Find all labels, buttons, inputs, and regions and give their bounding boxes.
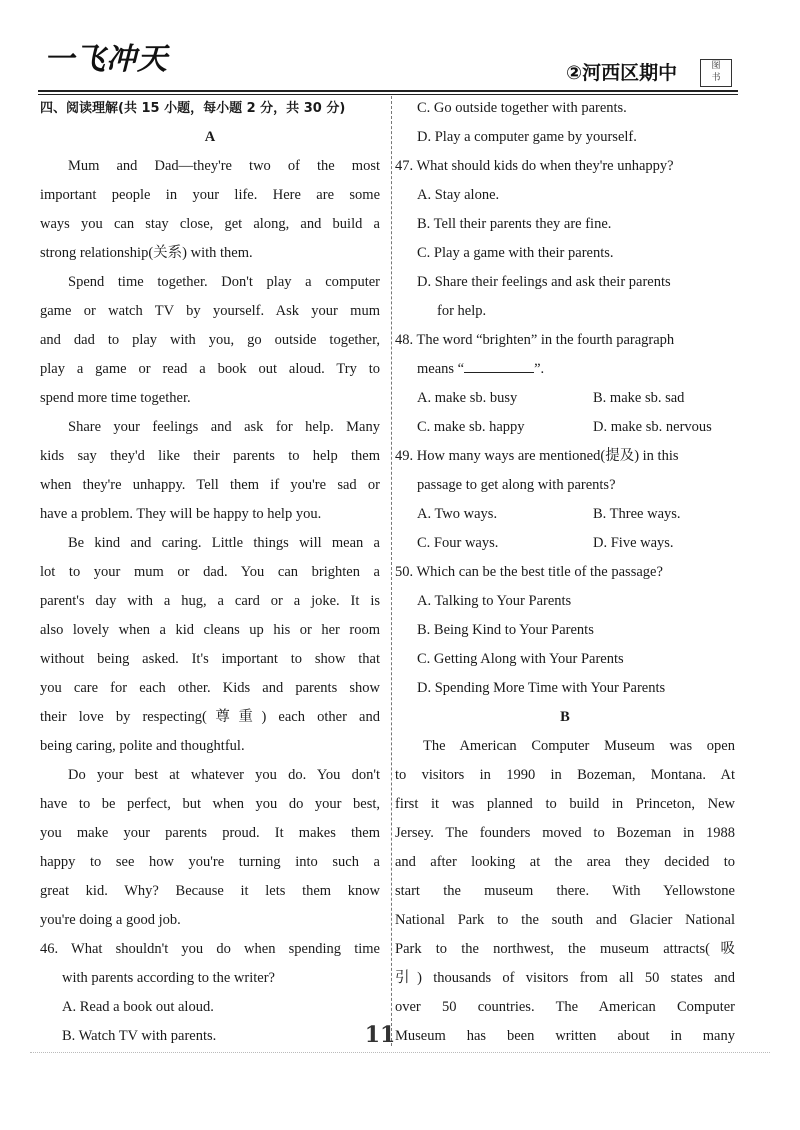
passage-b-line: and after looking at the area they decided to	[395, 854, 735, 870]
passage-a-line: when they're unhappy. Tell them if you're sad or	[40, 477, 380, 493]
passage-a-line: Spend time together. Don't play a computer	[68, 274, 380, 290]
passage-a-line: parent's day with a hug, a card or a joke. It is	[40, 593, 380, 609]
q47-option-a: A. Stay alone.	[417, 187, 500, 203]
passage-a-line: being caring, polite and thoughtful.	[40, 738, 245, 754]
stamp-line-2: 书	[711, 73, 721, 83]
q47-option-c: C. Play a game with their parents.	[417, 245, 614, 261]
q50-option-d: D. Spending More Time with Your Parents	[417, 680, 666, 696]
passage-a-line: and dad to play with you, go outside together,	[40, 332, 380, 348]
passage-a-line: Mum and Dad—they're two of the most	[68, 158, 380, 174]
left-column	[40, 94, 380, 1051]
passage-a-line: also lovely when a kid cleans up his or her room	[40, 622, 380, 638]
passage-a-label: A	[204, 129, 216, 145]
passage-a-line: have a problem. They will be happy to help you.	[40, 506, 322, 522]
passage-a-line: important people in your life. Here are some	[40, 187, 380, 203]
q50-stem: 50. Which can be the best title of the passage?	[395, 564, 663, 580]
q48-option-c: C. make sb. happy	[417, 419, 525, 435]
passage-a-line: strong relationship(关系) with them.	[40, 245, 253, 261]
passage-b-line: first it was planned to build in Princeton, New	[395, 796, 735, 812]
q48-stem-cont	[395, 355, 735, 384]
q47-option-d-cont: for help.	[437, 303, 487, 319]
passage-a-line: lot to your mum or dad. You can brighten a	[40, 564, 380, 580]
q48-stem: 48. The word “brighten” in the fourth paragraph	[395, 332, 675, 348]
passage-a-line: without being asked. It's important to show that	[40, 651, 380, 667]
passage-b-line: start the museum there. With Yellowstone	[395, 883, 735, 899]
stamp	[700, 59, 732, 87]
passage-a-line: Share your feelings and ask for help. Many	[68, 419, 380, 435]
passage-a-line: have to be perfect, but when you do your best,	[40, 796, 380, 812]
q46-option-c: C. Go outside together with parents.	[417, 100, 627, 116]
q49-stem-cont: passage to get along with parents?	[417, 477, 616, 493]
q50-option-b: B. Being Kind to Your Parents	[417, 622, 594, 638]
passage-b-line: Jersey. The founders moved to Bozeman in 1988	[395, 825, 735, 841]
passage-b-line: Museum has been written about in many	[395, 1028, 735, 1044]
q47-option-d: D. Share their feelings and ask their parents	[417, 274, 671, 290]
q46-option-d: D. Play a computer game by yourself.	[417, 129, 637, 145]
passage-b-label: B	[560, 709, 570, 725]
passage-a-line: ways you can stay close, get along, and build a	[40, 216, 380, 232]
passage-a-line: you care for each other. Kids and parents show	[40, 680, 380, 696]
q48-stem-end: ”.	[534, 361, 545, 377]
q50-option-c: C. Getting Along with Your Parents	[417, 651, 624, 667]
passage-b-line: Park to the northwest, the museum attracts(吸	[395, 941, 735, 957]
brand-title: 一飞冲天	[44, 42, 168, 77]
passage-a-line: you make your parents proud. It makes them	[40, 825, 380, 841]
header-rule	[38, 90, 738, 92]
q47-option-b: B. Tell their parents they are fine.	[417, 216, 612, 232]
footer-rule	[30, 1052, 770, 1053]
q49-option-a: A. Two ways.	[417, 506, 498, 522]
passage-a-line: game or watch TV by yourself. Ask your mum	[40, 303, 380, 319]
column-divider	[391, 96, 392, 1046]
passage-b-line: 引) thousands of visitors from all 50 states and	[395, 970, 735, 986]
q48-options-row-1	[395, 384, 735, 413]
q48-option-d: D. make sb. nervous	[593, 419, 712, 435]
q48-means: means “	[417, 361, 465, 377]
passage-a-line: great kid. Why? Because it lets them know	[40, 883, 380, 899]
passage-a-line: kids say they'd like their parents to help them	[40, 448, 380, 464]
right-column	[395, 94, 735, 1051]
q49-options-row-2	[395, 529, 735, 558]
exam-label: ②河西区期中	[566, 62, 678, 84]
q46-option-a: A. Read a book out aloud.	[62, 999, 214, 1015]
q49-options-row-1	[395, 500, 735, 529]
passage-a-line: Be kind and caring. Little things will mean a	[68, 535, 380, 551]
q46-option-b: B. Watch TV with parents.	[62, 1028, 217, 1044]
page-number: 11	[364, 1022, 396, 1048]
q48-option-b: B. make sb. sad	[593, 390, 685, 406]
passage-b-line: National Park to the south and Glacier National	[395, 912, 735, 928]
q49-option-c: C. Four ways.	[417, 535, 499, 551]
passage-b-line: over 50 countries. The American Computer	[395, 999, 735, 1015]
q49-option-d: D. Five ways.	[593, 535, 674, 551]
passage-b-line: The American Computer Museum was open	[423, 738, 735, 754]
passage-a-line: spend more time together.	[40, 390, 191, 406]
answer-blank	[464, 356, 534, 373]
passage-a-line: happy to see how you're turning into such a	[40, 854, 380, 870]
passage-b-line: to visitors in 1990 in Bozeman, Montana. At	[395, 767, 735, 783]
q47-stem: 47. What should kids do when they're unhappy?	[395, 158, 674, 174]
q48-option-a: A. make sb. busy	[417, 390, 518, 406]
q48-options-row-2	[395, 413, 735, 442]
q46-stem: 46. What shouldn't you do when spending time	[40, 941, 380, 957]
stamp-line-1: 图	[711, 61, 721, 71]
passage-a-line: their love by respecting(尊重) each other and	[40, 709, 380, 725]
q49-option-b: B. Three ways.	[593, 506, 681, 522]
q50-option-a: A. Talking to Your Parents	[417, 593, 572, 609]
passage-a-line: play a game or read a book out aloud. Try to	[40, 361, 380, 377]
section-title: 四、阅读理解(共 15 小题，每小题 2 分，共 30 分)	[40, 101, 346, 116]
passage-a-line: you're doing a good job.	[40, 912, 181, 928]
passage-a-line: Do your best at whatever you do. You don't	[68, 767, 380, 783]
q49-stem: 49. How many ways are mentioned(提及) in this	[395, 448, 679, 464]
q46-stem-cont: with parents according to the writer?	[62, 970, 275, 986]
